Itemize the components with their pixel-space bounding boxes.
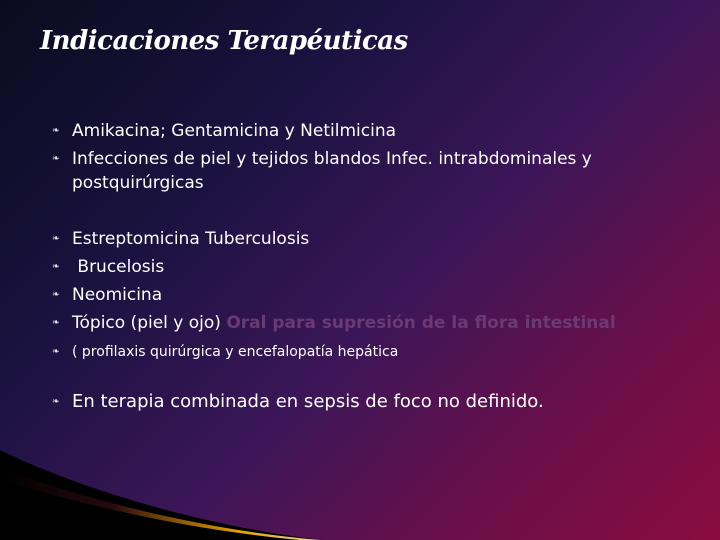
fleuron-bullet-icon: ❧: [52, 318, 60, 328]
list-item: [52, 119, 692, 143]
item-highlight-text: Oral para supresión de la flora intestinal: [226, 313, 616, 333]
fleuron-bullet-icon: ❧: [52, 126, 60, 136]
item-text: Tópico (piel y ojo): [72, 313, 227, 333]
fleuron-bullet-icon: ❧: [52, 234, 60, 244]
list-item: [52, 340, 692, 364]
list-item: [52, 283, 692, 307]
item-text: Brucelosis: [72, 257, 165, 277]
list-item: [52, 390, 692, 414]
corner-swoosh-decoration: [0, 450, 320, 540]
item-text: Neomicina: [72, 285, 163, 305]
list-item: [52, 147, 692, 195]
item-text: Infecciones de piel y tejidos blandos Infec. intrabdominales y postquirúrgicas: [72, 149, 592, 193]
item-text: En terapia combinada en sepsis de foco no definido.: [72, 391, 544, 412]
item-text: Estreptomicina Tuberculosis: [72, 229, 310, 249]
list-item: [52, 227, 692, 251]
item-text: Amikacina; Gentamicina y Netilmicina: [72, 121, 397, 141]
item-text: ( profilaxis quirúrgica y encefalopatía hepática: [72, 344, 399, 360]
list-item: [52, 311, 692, 335]
fleuron-bullet-icon: ❧: [52, 290, 60, 300]
fleuron-bullet-icon: ❧: [52, 262, 60, 272]
slide-title: Indicaciones Terapéuticas: [40, 26, 408, 56]
fleuron-bullet-icon: ❧: [52, 397, 60, 407]
list-item: [52, 255, 692, 279]
fleuron-bullet-icon: ❧: [52, 154, 60, 164]
fleuron-bullet-icon: ❧: [52, 347, 60, 357]
